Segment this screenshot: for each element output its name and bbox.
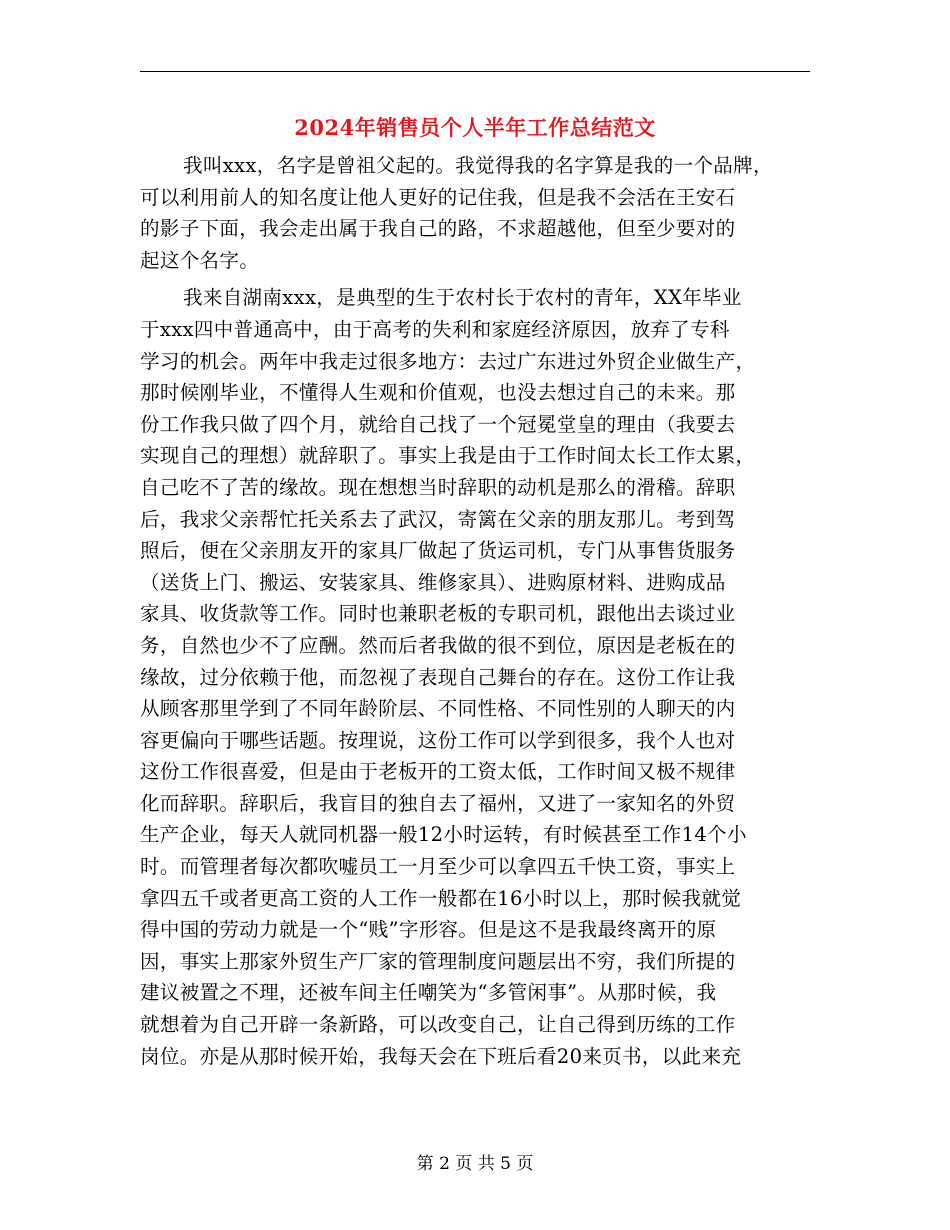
page-number-footer: 第 2 页 共 5 页 bbox=[416, 1154, 534, 1174]
paragraph-line: 生产企业，每天人就同机器一般12小时运转，有时候甚至工作14个小 bbox=[140, 823, 747, 847]
paragraph-line: 因，事实上那家外贸生产厂家的管理制度问题层出不穷，我们所提的 bbox=[140, 949, 736, 973]
paragraph-line: 的影子下面，我会走出属于我自己的路，不求超越他，但至少要对的 bbox=[140, 217, 736, 241]
document-title: 2024年销售员个人半年工作总结范文 bbox=[294, 115, 656, 140]
paragraph-line: 起这个名字。 bbox=[140, 248, 260, 272]
paragraph-line: 自己吃不了苦的缘故。现在想想当时辞职的动机是那么的滑稽。辞职 bbox=[140, 475, 736, 499]
paragraph-line: 岗位。亦是从那时候开始，我每天会在下班后看20来页书，以此来充 bbox=[140, 1044, 742, 1068]
paragraph-line: 于xxx四中普通高中，由于高考的失利和家庭经济原因，放弃了专科 bbox=[140, 317, 730, 341]
paragraph-line: 后，我求父亲帮忙托关系去了武汉，寄篱在父亲的朋友那儿。考到驾 bbox=[140, 507, 736, 531]
paragraph-line: 化而辞职。辞职后，我盲目的独自去了福州，又进了一家知名的外贸 bbox=[140, 791, 736, 815]
paragraph-line: 从顾客那里学到了不同年龄阶层、不同性格、不同性别的人聊天的内 bbox=[140, 697, 736, 721]
paragraph-line: 就想着为自己开辟一条新路，可以改变自己，让自己得到历练的工作 bbox=[140, 1013, 736, 1037]
header-rule bbox=[140, 71, 810, 72]
document-body bbox=[140, 150, 830, 1072]
paragraph bbox=[140, 150, 830, 276]
paragraph-line: 这份工作很喜爱，但是由于老板开的工资太低，工作时间又极不规律 bbox=[140, 760, 736, 784]
paragraph-line: 我来自湖南xxx，是典型的生于农村长于农村的青年，XX年毕业 bbox=[183, 286, 742, 310]
paragraph-line: 拿四五千或者更高工资的人工作一般都在16小时以上，那时候我就觉 bbox=[140, 886, 742, 910]
paragraph-line: 照后，便在父亲朋友开的家具厂做起了货运司机，专门从事售货服务 bbox=[140, 539, 736, 563]
paragraph-line: 容更偏向于哪些话题。按理说，这份工作可以学到很多，我个人也对 bbox=[140, 728, 736, 752]
paragraph-line: 那时候刚毕业，不懂得人生观和价值观，也没去想过自己的未来。那 bbox=[140, 381, 736, 405]
paragraph-line: 时。而管理者每次都吹嘘员工一月至少可以拿四五千快工资，事实上 bbox=[140, 855, 736, 879]
paragraph-line: 家具、收货款等工作。同时也兼职老板的专职司机，跟他出去谈过业 bbox=[140, 602, 736, 626]
paragraph-line: 学习的机会。两年中我走过很多地方：去过广东进过外贸企业做生产， bbox=[140, 349, 756, 373]
paragraph-line: 实现自己的理想）就辞职了。事实上我是由于工作时间太长工作太累， bbox=[140, 444, 756, 468]
paragraph-line: 份工作我只做了四个月，就给自己找了一个冠冕堂皇的理由（我要去 bbox=[140, 412, 736, 436]
paragraph-line: 缘故，过分依赖于他，而忽视了表现自己舞台的存在。这份工作让我 bbox=[140, 665, 736, 689]
paragraph-line: 建议被置之不理，还被车间主任嘲笑为“多管闲事”。从那时候，我 bbox=[140, 981, 717, 1005]
paragraph-line: （送货上门、搬运、安装家具、维修家具）、进购原材料、进购成品 bbox=[140, 570, 726, 594]
paragraph-line: 可以利用前人的知名度让他人更好的记住我，但是我不会活在王安石 bbox=[140, 185, 736, 209]
paragraph-line: 得中国的劳动力就是一个“贱”字形容。但是这不是我最终离开的原 bbox=[140, 918, 717, 942]
paragraph bbox=[140, 282, 830, 1072]
paragraph-line: 务，自然也少不了应酬。然而后者我做的很不到位，原因是老板在的 bbox=[140, 633, 736, 657]
paragraph-line: 我叫xxx，名字是曾祖父起的。我觉得我的名字算是我的一个品牌， bbox=[183, 154, 773, 177]
